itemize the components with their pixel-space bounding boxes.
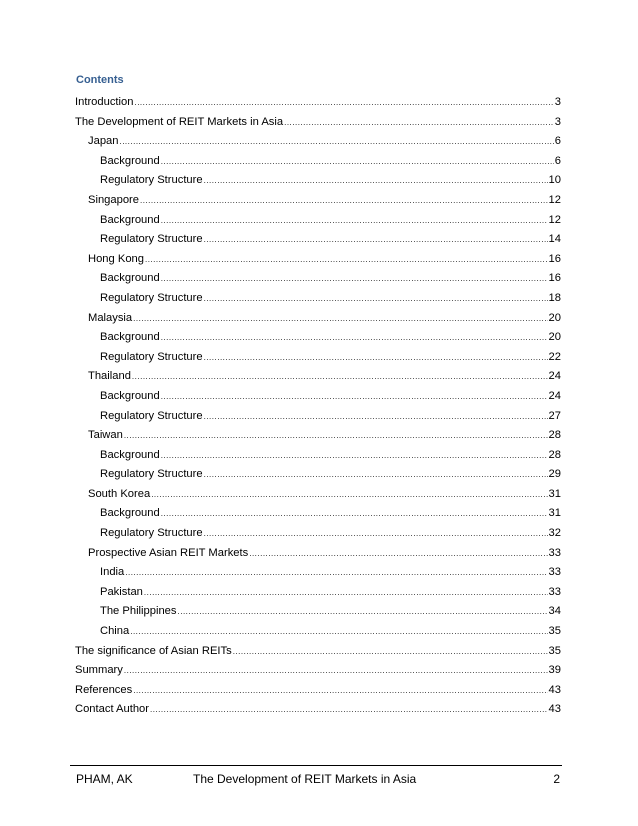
toc-entry[interactable] xyxy=(75,426,561,446)
toc-entry-page: 43 xyxy=(548,703,561,716)
toc-dot-leader xyxy=(161,152,554,172)
footer-title: The Development of REIT Markets in Asia xyxy=(193,772,417,786)
toc-entry-page: 3 xyxy=(554,96,561,108)
toc-entry[interactable] xyxy=(75,367,561,387)
toc-entry[interactable] xyxy=(75,250,561,270)
toc-dot-leader xyxy=(119,132,553,152)
toc-entry-page: 39 xyxy=(548,664,561,677)
toc-entry[interactable] xyxy=(75,289,561,309)
toc-entry-title: Singapore xyxy=(88,193,140,206)
toc-entry-page: 35 xyxy=(548,644,561,657)
toc-entry[interactable] xyxy=(75,113,561,133)
toc-dot-leader xyxy=(150,700,548,720)
toc-entry-title: Background xyxy=(100,213,160,226)
toc-entry[interactable] xyxy=(75,309,561,329)
toc-entry-page: 14 xyxy=(548,233,561,246)
toc-entry-page: 43 xyxy=(548,683,561,696)
toc-entry-page: 20 xyxy=(548,331,561,344)
toc-entry-title: Regulatory Structure xyxy=(100,291,203,304)
toc-dot-leader xyxy=(125,563,547,583)
toc-entry-page: 22 xyxy=(548,350,561,363)
toc-entry-title: Background xyxy=(100,272,160,285)
toc-entry-title: Regulatory Structure xyxy=(100,527,203,540)
toc-entry[interactable] xyxy=(75,269,561,289)
toc-entry[interactable] xyxy=(75,191,561,211)
toc-entry-page: 24 xyxy=(548,389,561,402)
toc-entry-page: 27 xyxy=(548,409,561,422)
toc-entry[interactable] xyxy=(75,544,561,564)
toc-entry[interactable] xyxy=(75,328,561,348)
toc-dot-leader xyxy=(233,642,548,662)
toc-entry-page: 12 xyxy=(548,213,561,226)
toc-entry-title: Pakistan xyxy=(100,585,143,598)
toc-dot-leader xyxy=(140,191,548,211)
toc-dot-leader xyxy=(178,602,548,622)
toc-entry-page: 35 xyxy=(548,625,561,638)
toc-entry-page: 31 xyxy=(548,487,561,500)
toc-entry-page: 28 xyxy=(548,448,561,461)
toc-entry-page: 28 xyxy=(548,429,561,442)
toc-dot-leader xyxy=(144,583,548,603)
footer-author: PHAM, AK xyxy=(76,772,133,786)
toc-dot-leader xyxy=(133,681,547,701)
toc-dot-leader xyxy=(151,485,547,505)
toc-entry-page: 24 xyxy=(548,370,561,383)
toc-entry[interactable] xyxy=(75,642,561,662)
toc-dot-leader xyxy=(133,309,547,329)
toc-entry-title: Regulatory Structure xyxy=(100,350,203,363)
toc-dot-leader xyxy=(204,289,548,309)
toc-entry-title: South Korea xyxy=(88,487,151,500)
toc-entry-title: Background xyxy=(100,331,160,344)
toc-dot-leader xyxy=(249,544,547,564)
toc-entry-title: Regulatory Structure xyxy=(100,174,203,187)
toc-dot-leader xyxy=(161,269,548,289)
toc-entry[interactable] xyxy=(75,446,561,466)
toc-entry-title: Background xyxy=(100,507,160,520)
toc-entry-title: Thailand xyxy=(88,370,131,383)
toc-entry-title: Summary xyxy=(75,664,123,677)
toc-entry-page: 6 xyxy=(554,154,561,167)
toc-entry[interactable] xyxy=(75,602,561,622)
toc-entry[interactable] xyxy=(75,465,561,485)
toc-entry-title: Hong Kong xyxy=(88,252,144,265)
toc-entry-title: Background xyxy=(100,389,160,402)
table-of-contents xyxy=(75,93,561,720)
toc-entry[interactable] xyxy=(75,563,561,583)
toc-entry-title: Regulatory Structure xyxy=(100,233,203,246)
toc-entry[interactable] xyxy=(75,504,561,524)
toc-entry[interactable] xyxy=(75,485,561,505)
toc-entry[interactable] xyxy=(75,230,561,250)
toc-dot-leader xyxy=(161,504,548,524)
toc-entry[interactable] xyxy=(75,622,561,642)
toc-entry-title: Introduction xyxy=(75,96,134,108)
toc-entry-title: Prospective Asian REIT Markets xyxy=(88,546,249,559)
toc-entry-page: 18 xyxy=(548,291,561,304)
toc-entry-title: Malaysia xyxy=(88,311,133,324)
toc-entry-title: China xyxy=(100,625,130,638)
toc-entry-page: 6 xyxy=(554,135,561,148)
toc-dot-leader xyxy=(161,387,548,407)
toc-entry-page: 16 xyxy=(548,252,561,265)
toc-entry[interactable] xyxy=(75,524,561,544)
toc-entry-page: 31 xyxy=(548,507,561,520)
toc-entry[interactable] xyxy=(75,152,561,172)
toc-dot-leader xyxy=(284,113,554,133)
footer-page-number: 2 xyxy=(553,772,560,786)
toc-entry[interactable] xyxy=(75,583,561,603)
toc-entry-page: 10 xyxy=(548,174,561,187)
toc-heading: Contents xyxy=(76,74,124,86)
toc-dot-leader xyxy=(204,524,548,544)
toc-entry-title: India xyxy=(100,566,125,579)
toc-entry-page: 34 xyxy=(548,605,561,618)
toc-entry[interactable] xyxy=(75,700,561,720)
toc-dot-leader xyxy=(124,426,548,446)
toc-entry-page: 33 xyxy=(548,585,561,598)
toc-dot-leader xyxy=(161,328,548,348)
toc-dot-leader xyxy=(161,446,548,466)
toc-entry-title: The Development of REIT Markets in Asia xyxy=(75,115,284,128)
toc-entry-title: Japan xyxy=(88,135,119,148)
toc-dot-leader xyxy=(204,171,548,191)
toc-dot-leader xyxy=(204,465,548,485)
toc-dot-leader xyxy=(145,250,548,270)
toc-entry-title: References xyxy=(75,683,133,696)
toc-entry-page: 12 xyxy=(548,193,561,206)
toc-entry-title: The significance of Asian REITs xyxy=(75,644,232,657)
toc-entry-page: 29 xyxy=(548,468,561,481)
toc-entry[interactable] xyxy=(75,681,561,701)
toc-dot-leader xyxy=(204,230,548,250)
toc-entry-title: Regulatory Structure xyxy=(100,409,203,422)
toc-entry[interactable] xyxy=(75,211,561,231)
toc-entry[interactable] xyxy=(75,387,561,407)
toc-entry-title: The Philippines xyxy=(100,605,177,618)
toc-entry[interactable] xyxy=(75,132,561,152)
toc-entry[interactable] xyxy=(75,407,561,427)
toc-entry-page: 3 xyxy=(554,115,561,128)
toc-dot-leader xyxy=(204,407,548,427)
toc-entry-page: 32 xyxy=(548,527,561,540)
toc-entry[interactable] xyxy=(75,93,561,113)
toc-entry[interactable] xyxy=(75,661,561,681)
toc-entry-page: 16 xyxy=(548,272,561,285)
toc-entry-page: 33 xyxy=(548,566,561,579)
toc-dot-leader xyxy=(124,661,548,681)
toc-entry-title: Contact Author xyxy=(75,703,150,716)
toc-dot-leader xyxy=(132,367,548,387)
toc-entry[interactable] xyxy=(75,348,561,368)
toc-entry-title: Taiwan xyxy=(88,429,123,442)
toc-entry-title: Background xyxy=(100,448,160,461)
footer-divider xyxy=(70,765,562,766)
toc-entry-page: 20 xyxy=(548,311,561,324)
toc-entry-page: 33 xyxy=(548,546,561,559)
toc-entry[interactable] xyxy=(75,171,561,191)
toc-dot-leader xyxy=(134,93,553,113)
toc-dot-leader xyxy=(130,622,547,642)
toc-entry-title: Background xyxy=(100,154,160,167)
toc-entry-title: Regulatory Structure xyxy=(100,468,203,481)
toc-dot-leader xyxy=(161,211,548,231)
toc-dot-leader xyxy=(204,348,548,368)
